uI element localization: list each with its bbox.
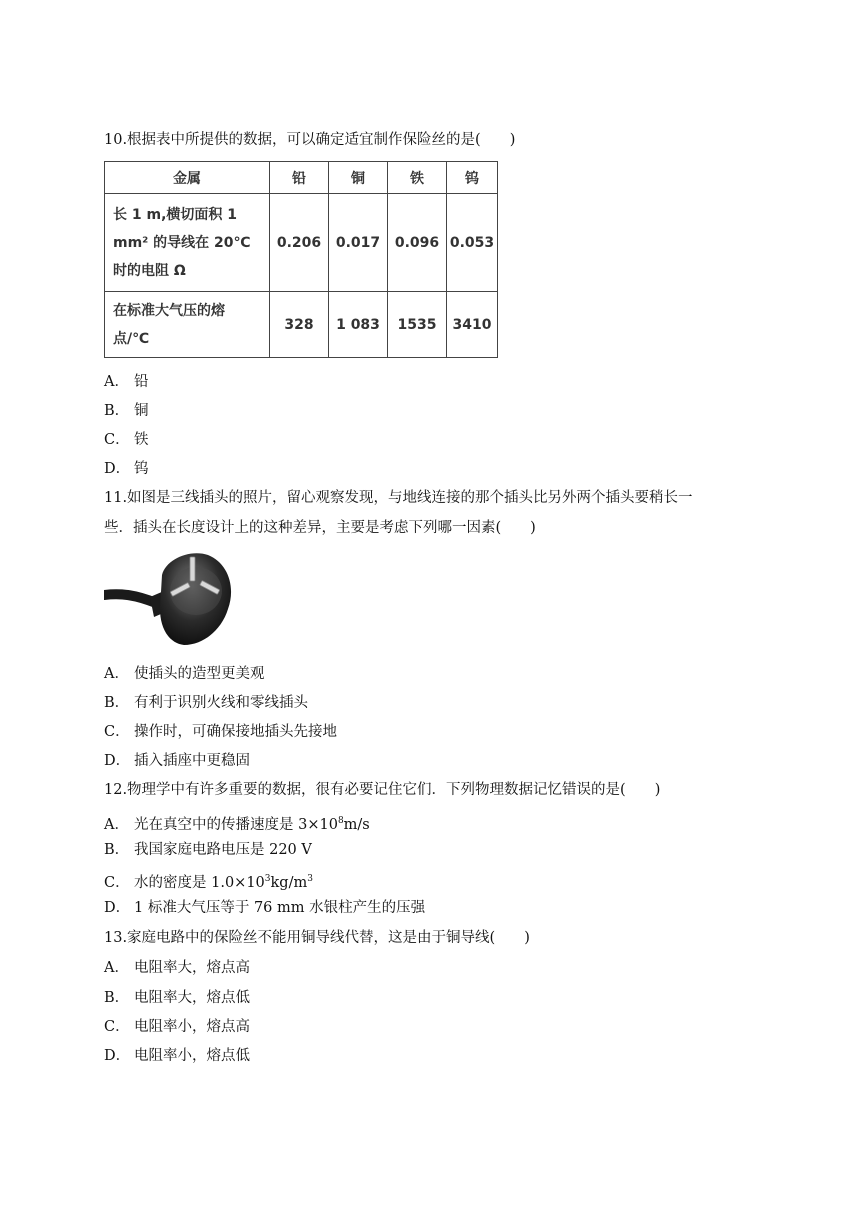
q12-option-b[interactable]: B． 我国家庭电路电压是 220 V xyxy=(104,842,312,858)
q13-option-c[interactable]: C． 电阻率小，熔点高 xyxy=(104,1019,250,1035)
table-row-melting-point xyxy=(105,292,498,358)
q10-option-d[interactable]: D． 钨 xyxy=(104,461,149,477)
table-header-cell: 铜 xyxy=(329,162,388,194)
three-pin-plug-photo xyxy=(104,545,236,651)
q10-option-b[interactable]: B． 铜 xyxy=(104,403,149,419)
q10-stem: 10.根据表中所提供的数据，可以确定适宜制作保险丝的是( ) xyxy=(104,132,516,148)
row-label-line: 长 1 m,横切面积 1 xyxy=(113,206,238,223)
q12-option-d[interactable]: D． 1 标准大气压等于 76 mm 水银柱产生的压强 xyxy=(104,900,426,916)
table-header-row xyxy=(105,162,498,194)
q13-stem: 13.家庭电路中的保险丝不能用铜导线代替，这是由于铜导线( ) xyxy=(104,930,530,946)
q13-option-a[interactable]: A． 电阻率大，熔点高 xyxy=(104,960,250,976)
q11-option-a[interactable]: A． 使插头的造型更美观 xyxy=(104,666,265,682)
table-cell: 1 083 xyxy=(329,292,388,358)
table-header-cell: 铁 xyxy=(388,162,447,194)
q13-option-b[interactable]: B． 电阻率大，熔点低 xyxy=(104,990,250,1006)
q10-option-c[interactable]: C． 铁 xyxy=(104,432,149,448)
q11-option-b[interactable]: B． 有利于识别火线和零线插头 xyxy=(104,695,308,711)
table-cell: 0.206 xyxy=(270,194,329,292)
q11-stem-line2: 些．插头在长度设计上的这种差异，主要是考虑下列哪一因素( ) xyxy=(104,520,536,536)
q11-option-c[interactable]: C． 操作时，可确保接地插头先接地 xyxy=(104,724,337,740)
table-cell: 0.096 xyxy=(388,194,447,292)
q10-option-a[interactable]: A． 铅 xyxy=(104,374,149,390)
q12-stem: 12.物理学中有许多重要的数据，很有必要记住它们．下列物理数据记忆错误的是( ) xyxy=(104,782,661,798)
table-header-cell: 铅 xyxy=(270,162,329,194)
metal-properties-table xyxy=(104,161,498,358)
q12-option-a[interactable]: A． 光在真空中的传播速度是 $3\times 10^8m/s$ xyxy=(104,816,370,833)
table-header-cell: 金属 xyxy=(105,162,270,194)
table-cell: 0.017 xyxy=(329,194,388,292)
q13-option-d[interactable]: D． 电阻率小，熔点低 xyxy=(104,1048,250,1064)
table-row-label xyxy=(105,194,270,292)
q11-option-d[interactable]: D． 插入插座中更稳固 xyxy=(104,753,250,769)
table-cell: 0.053 xyxy=(447,194,498,292)
table-cell: 3410 xyxy=(447,292,498,358)
table-row-resistance xyxy=(105,194,498,292)
row-label-line: 时的电阻 Ω xyxy=(113,262,186,279)
row-label-line: 在标准大气压的熔 xyxy=(113,302,225,319)
row-label-line: mm² 的导线在 20℃ xyxy=(113,234,251,251)
table-row-label xyxy=(105,292,270,358)
table-cell: 328 xyxy=(270,292,329,358)
table-header-cell: 钨 xyxy=(447,162,498,194)
q12-option-c[interactable]: C． 水的密度是 $1.0\times 10^3kg/m^3$ xyxy=(104,874,313,891)
row-label-line: 点/℃ xyxy=(113,330,150,347)
q11-stem-line1: 11.如图是三线插头的照片，留心观察发现，与地线连接的那个插头比另外两个插头要稍长一 xyxy=(104,490,693,506)
table-cell: 1535 xyxy=(388,292,447,358)
